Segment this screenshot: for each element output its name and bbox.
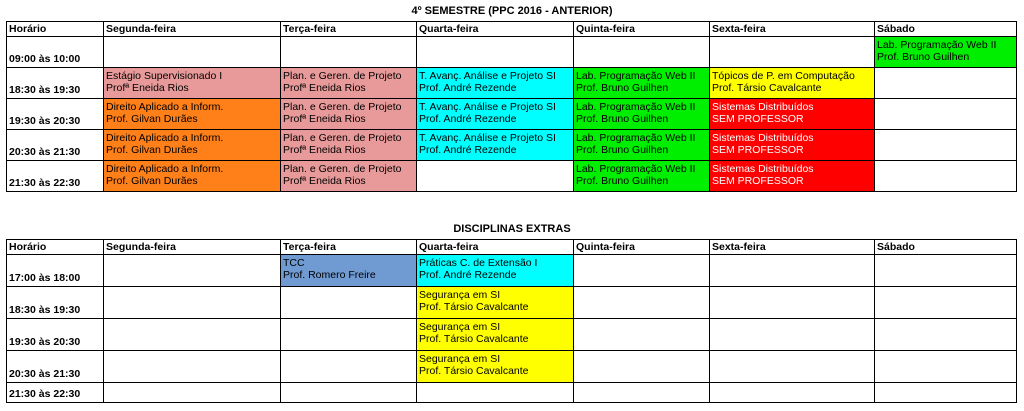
schedule-cell <box>875 130 1017 161</box>
header-time: Horário <box>7 240 104 255</box>
table-row <box>7 130 1017 161</box>
header-day: Sexta-feira <box>710 22 875 37</box>
professor-name: Profª Eneida Rios <box>283 82 366 94</box>
schedule-cell <box>710 130 875 161</box>
table-row <box>7 287 1017 319</box>
schedule-cell <box>574 351 710 383</box>
time-slot: 20:30 às 21:30 <box>7 351 104 383</box>
schedule-cell <box>104 287 281 319</box>
professor-name: Prof. Bruno Guilhen <box>576 144 669 156</box>
course-name: T. Avanç. Análise e Projeto SI <box>419 70 556 82</box>
header-day: Quarta-feira <box>417 240 574 255</box>
schedule-cell <box>281 287 417 319</box>
schedule-cell <box>104 161 281 192</box>
schedule-cell <box>417 319 574 351</box>
schedule-cell <box>104 383 281 403</box>
schedule-cell <box>104 130 281 161</box>
course-name: Segurança em SI <box>419 289 501 301</box>
schedule-cell <box>281 319 417 351</box>
schedule-cell <box>710 255 875 287</box>
time-slot: 21:30 às 22:30 <box>7 383 104 403</box>
extras-schedule-table <box>6 239 1017 403</box>
course-name: Sistemas Distribuídos <box>712 163 814 175</box>
table-row <box>7 161 1017 192</box>
time-slot: 19:30 às 20:30 <box>7 99 104 130</box>
course-name: Lab. Programação Web II <box>576 101 696 113</box>
schedule-cell <box>281 351 417 383</box>
schedule-cell <box>417 351 574 383</box>
professor-name: Profª Eneida Rios <box>283 175 366 187</box>
professor-name: Profª Eneida Rios <box>283 144 366 156</box>
course-name: Sistemas Distribuídos <box>712 132 814 144</box>
header-row <box>7 240 1017 255</box>
course-name: Lab. Programação Web II <box>877 39 997 51</box>
header-row <box>7 22 1017 37</box>
schedule-cell <box>875 99 1017 130</box>
schedule-cell <box>417 68 574 99</box>
header-day: Terça-feira <box>281 240 417 255</box>
course-name: Plan. e Geren. de Projeto <box>283 70 402 82</box>
schedule-cell <box>875 161 1017 192</box>
schedule-cell <box>104 351 281 383</box>
schedule-cell <box>875 319 1017 351</box>
course-name: Estágio Supervisionado I <box>106 70 223 82</box>
table-row <box>7 99 1017 130</box>
header-time: Horário <box>7 22 104 37</box>
header-day: Quarta-feira <box>417 22 574 37</box>
course-name: Sistemas Distribuídos <box>712 101 814 113</box>
schedule-cell <box>875 37 1017 68</box>
schedule-cell <box>875 255 1017 287</box>
professor-name: Prof. Bruno Guilhen <box>576 82 669 94</box>
schedule-cell <box>574 287 710 319</box>
course-name: Plan. e Geren. de Projeto <box>283 101 402 113</box>
professor-name: Prof. Gilvan Durães <box>106 144 198 156</box>
schedule-cell <box>710 287 875 319</box>
professor-name: SEM PROFESSOR <box>712 175 804 187</box>
course-name: Lab. Programação Web II <box>576 70 696 82</box>
professor-name: Prof. Bruno Guilhen <box>877 51 970 63</box>
schedule-cell <box>574 161 710 192</box>
schedule-cell <box>574 383 710 403</box>
schedule-cell <box>574 130 710 161</box>
course-name: Lab. Programação Web II <box>576 132 696 144</box>
professor-name: Prof. Társio Cavalcante <box>419 333 529 345</box>
schedule-cell <box>710 37 875 68</box>
professor-name: SEM PROFESSOR <box>712 113 804 125</box>
schedule-cell <box>875 68 1017 99</box>
schedule-cell <box>875 383 1017 403</box>
semester-schedule-table <box>6 21 1017 192</box>
schedule-cell <box>281 37 417 68</box>
schedule-cell <box>875 287 1017 319</box>
schedule-cell <box>104 68 281 99</box>
time-slot: 18:30 às 19:30 <box>7 287 104 319</box>
time-slot: 18:30 às 19:30 <box>7 68 104 99</box>
professor-name: Prof. Gilvan Durães <box>106 113 198 125</box>
header-day: Terça-feira <box>281 22 417 37</box>
professor-name: Prof. André Rezende <box>419 269 517 281</box>
professor-name: Prof. Társio Cavalcante <box>419 365 529 377</box>
professor-name: Prof. Társio Cavalcante <box>712 82 822 94</box>
semester-title: 4º SEMESTRE (PPC 2016 - ANTERIOR) <box>411 5 613 17</box>
schedule-cell <box>710 351 875 383</box>
course-name: Práticas C. de Extensão I <box>419 257 538 269</box>
schedule-cell <box>710 99 875 130</box>
professor-name: Prof. André Rezende <box>419 144 517 156</box>
schedule-cell <box>710 161 875 192</box>
header-day: Segunda-feira <box>104 240 281 255</box>
table-row <box>7 255 1017 287</box>
time-slot: 19:30 às 20:30 <box>7 319 104 351</box>
course-name: Direito Aplicado a Inform. <box>106 132 224 144</box>
course-name: Segurança em SI <box>419 353 501 365</box>
course-name: T. Avanç. Análise e Projeto SI <box>419 132 556 144</box>
schedule-cell <box>281 161 417 192</box>
schedule-cell <box>104 255 281 287</box>
schedule-cell <box>281 68 417 99</box>
schedule-cell <box>417 383 574 403</box>
time-slot: 21:30 às 22:30 <box>7 161 104 192</box>
header-day: Quinta-feira <box>574 22 710 37</box>
table-row <box>7 37 1017 68</box>
professor-name: Prof. Bruno Guilhen <box>576 113 669 125</box>
header-day: Sábado <box>875 240 1017 255</box>
header-day: Sexta-feira <box>710 240 875 255</box>
table-row <box>7 319 1017 351</box>
professor-name: SEM PROFESSOR <box>712 144 804 156</box>
professor-name: Profª Eneida Rios <box>283 113 366 125</box>
professor-name: Prof. André Rezende <box>419 82 517 94</box>
schedule-cell <box>710 319 875 351</box>
schedule-cell <box>104 319 281 351</box>
table-row <box>7 383 1017 403</box>
professor-name: Profª Eneida Rios <box>106 82 189 94</box>
schedule-cell <box>281 255 417 287</box>
schedule-cell <box>104 37 281 68</box>
schedule-cell <box>417 99 574 130</box>
schedule-cell <box>417 130 574 161</box>
schedule-cell <box>574 255 710 287</box>
schedule-cell <box>574 68 710 99</box>
schedule-cell <box>417 37 574 68</box>
course-name: Plan. e Geren. de Projeto <box>283 132 402 144</box>
schedule-cell <box>417 287 574 319</box>
course-name: Direito Aplicado a Inform. <box>106 163 224 175</box>
course-name: Tópicos de P. em Computação <box>712 70 855 82</box>
header-day: Quinta-feira <box>574 240 710 255</box>
time-slot: 20:30 às 21:30 <box>7 130 104 161</box>
professor-name: Prof. Romero Freire <box>283 269 376 281</box>
course-name: Plan. e Geren. de Projeto <box>283 163 402 175</box>
course-name: T. Avanç. Análise e Projeto SI <box>419 101 556 113</box>
schedule-cell <box>281 383 417 403</box>
extras-title: DISCIPLINAS EXTRAS <box>453 223 571 235</box>
schedule-cell <box>710 68 875 99</box>
schedule-cell <box>417 161 574 192</box>
schedule-cell <box>281 99 417 130</box>
schedule-cell <box>875 351 1017 383</box>
schedule-cell <box>710 383 875 403</box>
schedule-cell <box>281 130 417 161</box>
schedule-cell <box>574 37 710 68</box>
schedule-cell <box>417 255 574 287</box>
table-row <box>7 351 1017 383</box>
header-day: Segunda-feira <box>104 22 281 37</box>
time-slot: 17:00 às 18:00 <box>7 255 104 287</box>
professor-name: Prof. Bruno Guilhen <box>576 175 669 187</box>
course-name: Direito Aplicado a Inform. <box>106 101 224 113</box>
header-day: Sábado <box>875 22 1017 37</box>
professor-name: Prof. André Rezende <box>419 113 517 125</box>
course-name: Segurança em SI <box>419 321 501 333</box>
time-slot: 09:00 às 10:00 <box>7 37 104 68</box>
table-row <box>7 68 1017 99</box>
course-name: TCC <box>283 257 305 269</box>
professor-name: Prof. Társio Cavalcante <box>419 301 529 313</box>
schedule-cell <box>104 99 281 130</box>
schedule-cell <box>574 319 710 351</box>
professor-name: Prof. Gilvan Durães <box>106 175 198 187</box>
course-name: Lab. Programação Web II <box>576 163 696 175</box>
schedule-cell <box>574 99 710 130</box>
